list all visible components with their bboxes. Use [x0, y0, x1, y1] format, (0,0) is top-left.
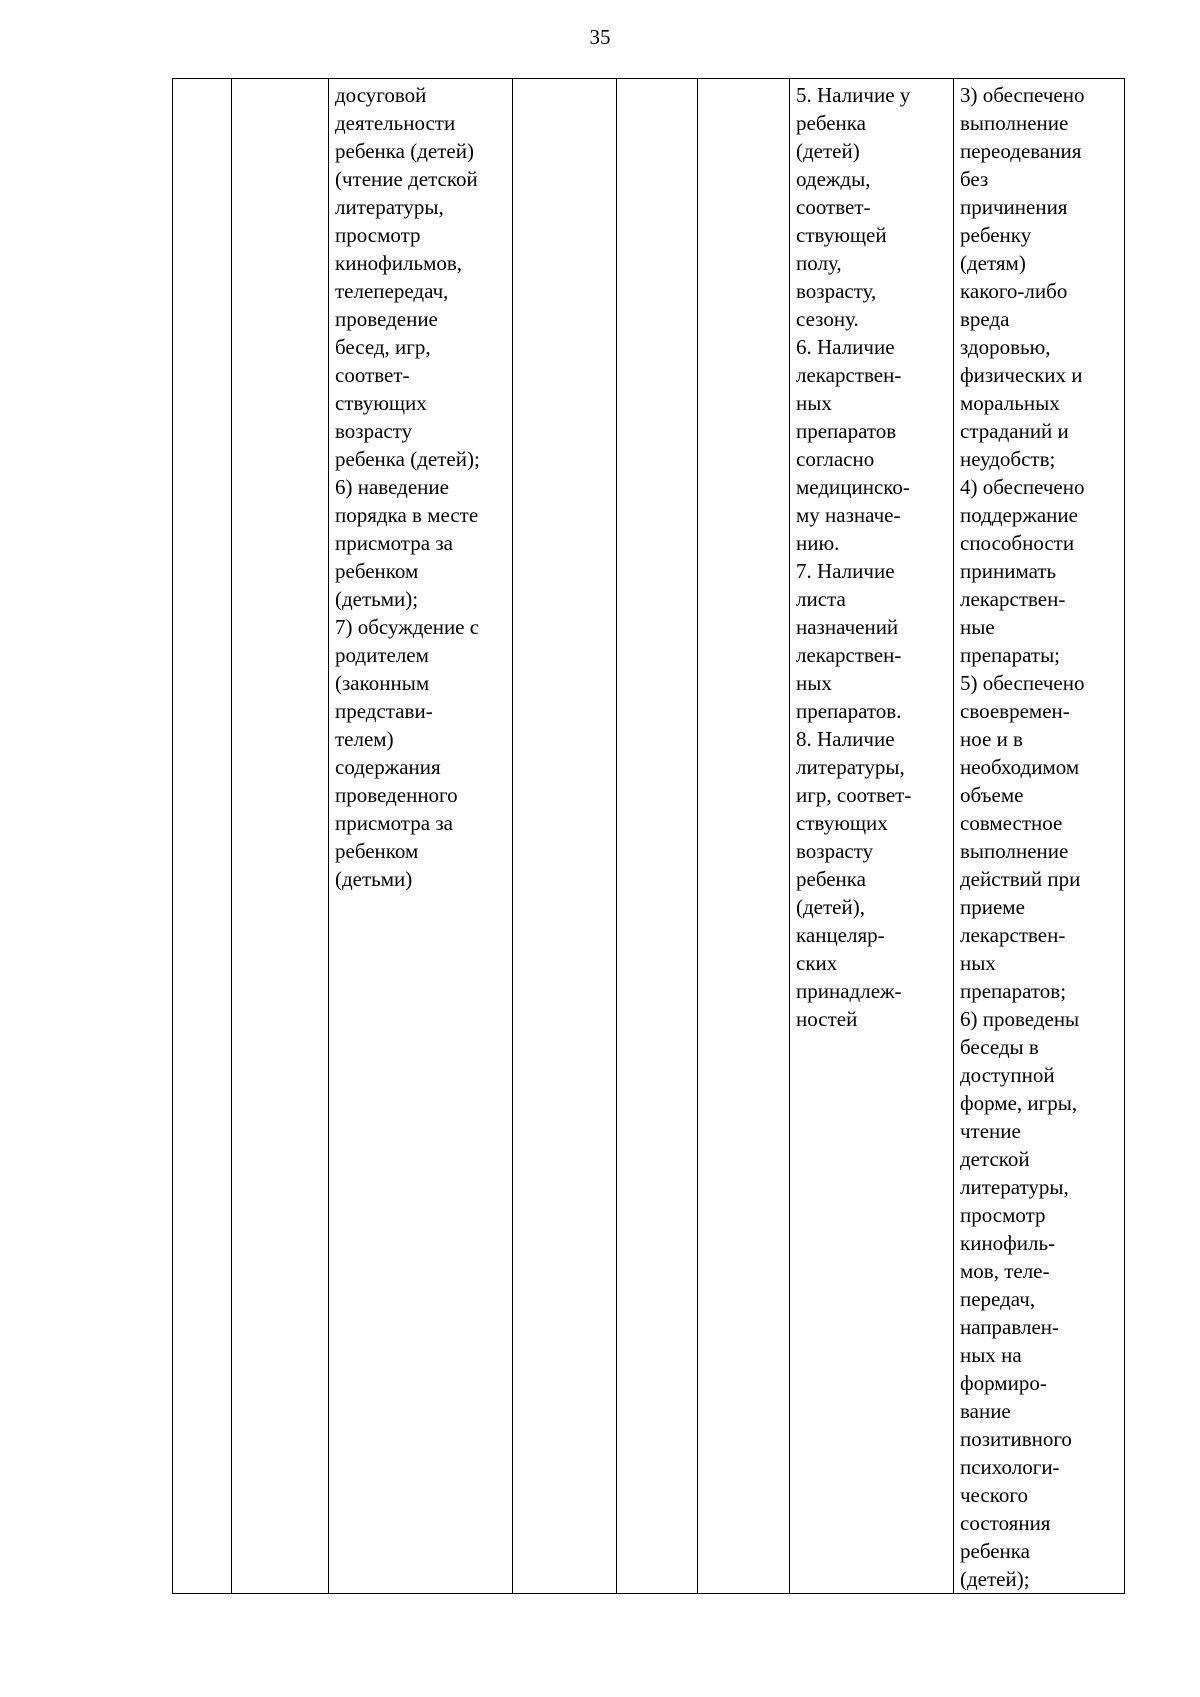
cell-quality-indicators: 3) обеспечено выполнение переодевания без причинения ребенку (детям) какого-либо вреда здоровью, физических и моральных страданий и неудобств; 4) обеспечено поддержание способности принимать лекарствен- ные препараты; 5) обеспечено своевремен- ное и в необходимом объеме совместное выполнение действий при приеме лекарствен- ных препаратов; 6) проведены беседы в доступной форме, игры, чтение детской литературы, просмотр кинофиль- мов, теле- передач, направлен- ных на формиро- вание позитивного психологи- ческого состояния ребенка (детей);: [954, 79, 1125, 1594]
cell-service-volume: [698, 79, 790, 1594]
cell-service-term: [513, 79, 617, 1594]
cell-provision-conditions: 5. Наличие у ребенка (детей) одежды, соответ- ствующей полу, возрасту, сезону. 6. Наличие лекарствен- ных препаратов согласно медицинско- му назначе- нию. 7. Наличие листа назначений лекарствен- ных препаратов. 8. Наличие литературы, игр, соответ- ствующих возрасту ребенка (детей), канцеляр- ских принадлеж- ностей: [790, 79, 954, 1594]
cell-service-rate: [617, 79, 698, 1594]
cell-service-name: [232, 79, 329, 1594]
page-number: 35: [589, 25, 611, 49]
service-standards-table: [172, 78, 1125, 1594]
cell-number: [173, 79, 232, 1594]
cell-service-description: досуговой деятельности ребенка (детей) (чтение детской литературы, просмотр кинофильмов, телепередач, проведение бесед, игр, соответ- ствующих возрасту ребенка (детей); 6) наведение порядка в месте присмотра за ребенком (детьми); 7) обсуждение с родителем (законным представи- телем) содержания проведенного присмотра за ребенком (детьми): [329, 79, 513, 1594]
table-row: [173, 79, 1125, 1594]
